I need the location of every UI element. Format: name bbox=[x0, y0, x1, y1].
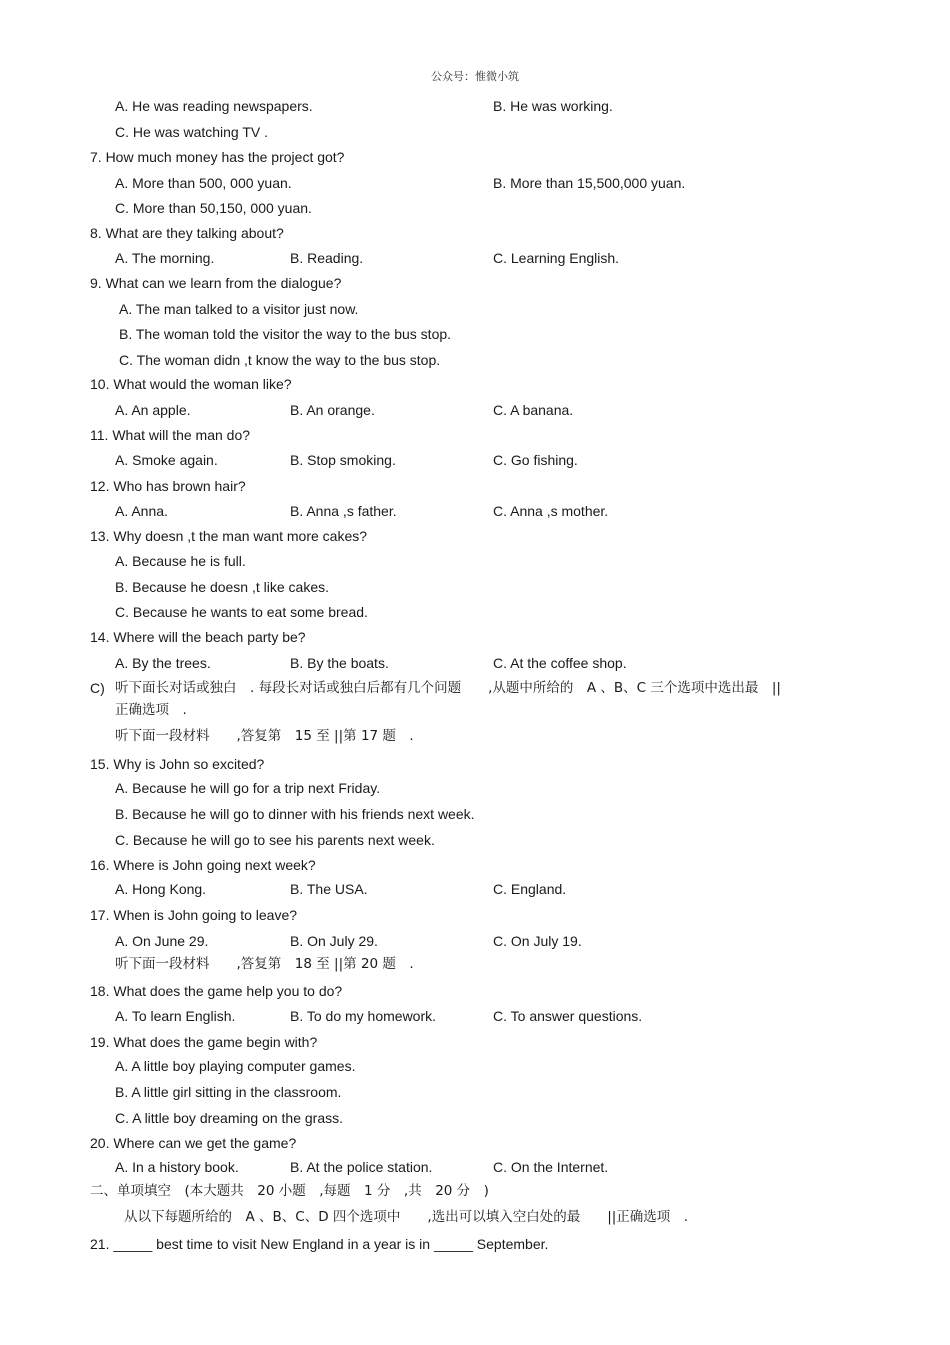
q9-option-c: C. The woman didn ,t know the way to the bus stop. bbox=[119, 352, 441, 368]
q10-option-a: A. An apple. bbox=[115, 402, 191, 418]
section-c-material-instruction-1: 听下面一段材料 ,答复第 15 至 ||第 17 题 . bbox=[115, 728, 414, 744]
q16-option-c: C. England. bbox=[493, 881, 567, 897]
q11-option-b: B. Stop smoking. bbox=[290, 452, 396, 468]
q17-option-c: C. On July 19. bbox=[493, 933, 582, 949]
q18-option-a: A. To learn English. bbox=[115, 1008, 236, 1024]
q15-option-c: C. Because he will go to see his parents next week. bbox=[115, 832, 435, 848]
q13-question: 13. Why doesn ,t the man want more cakes? bbox=[90, 528, 368, 544]
q13-option-b: B. Because he doesn ,t like cakes. bbox=[115, 579, 330, 595]
q14-question: 14. Where will the beach party be? bbox=[90, 629, 306, 645]
q18-option-c: C. To answer questions. bbox=[493, 1008, 643, 1024]
q6-option-a: A. He was reading newspapers. bbox=[115, 98, 313, 114]
q15-option-a: A. Because he will go for a trip next Friday. bbox=[115, 780, 381, 796]
q14-option-c: C. At the coffee shop. bbox=[493, 655, 627, 671]
q20-option-c: C. On the Internet. bbox=[493, 1159, 609, 1175]
q6-option-c: C. He was watching TV . bbox=[115, 124, 269, 140]
q12-question: 12. Who has brown hair? bbox=[90, 478, 246, 494]
q15-option-b: B. Because he will go to dinner with his friends next week. bbox=[115, 806, 475, 822]
q7-question: 7. How much money has the project got? bbox=[90, 149, 345, 165]
q11-option-c: C. Go fishing. bbox=[493, 452, 578, 468]
q17-option-a: A. On June 29. bbox=[115, 933, 209, 949]
q12-option-b: B. Anna ,s father. bbox=[290, 503, 397, 519]
q12-option-c: C. Anna ,s mother. bbox=[493, 503, 609, 519]
page-header: 公众号：惟微小筑 bbox=[431, 70, 519, 83]
q21-question: 21. _____ best time to visit New England in a year is in _____ September. bbox=[90, 1236, 549, 1252]
q12-option-a: A. Anna. bbox=[115, 503, 168, 519]
q18-option-b: B. To do my homework. bbox=[290, 1008, 437, 1024]
section-c-label: C) bbox=[90, 680, 105, 696]
q13-option-c: C. Because he wants to eat some bread. bbox=[115, 604, 368, 620]
section-c-instruction-line2: 正确选项 . bbox=[115, 702, 187, 718]
q8-question: 8. What are they talking about? bbox=[90, 225, 284, 241]
q14-option-b: B. By the boats. bbox=[290, 655, 389, 671]
q9-option-b: B. The woman told the visitor the way to the bus stop. bbox=[119, 326, 452, 342]
q19-option-c: C. A little boy dreaming on the grass. bbox=[115, 1110, 344, 1126]
q7-option-c: C. More than 50,150, 000 yuan. bbox=[115, 200, 312, 216]
q19-question: 19. What does the game begin with? bbox=[90, 1034, 318, 1050]
q10-question: 10. What would the woman like? bbox=[90, 376, 292, 392]
q8-option-b: B. Reading. bbox=[290, 250, 364, 266]
q20-option-a: A. In a history book. bbox=[115, 1159, 239, 1175]
q20-option-b: B. At the police station. bbox=[290, 1159, 433, 1175]
q19-option-b: B. A little girl sitting in the classroom. bbox=[115, 1084, 342, 1100]
q16-option-a: A. Hong Kong. bbox=[115, 881, 207, 897]
q7-option-b: B. More than 15,500,000 yuan. bbox=[493, 175, 686, 191]
q16-question: 16. Where is John going next week? bbox=[90, 857, 316, 873]
section-c-instruction-line1: 听下面长对话或独白 . 每段长对话或独白后都有几个问题 ,从题中所给的 A 、B、C 三个选项中选出最 || bbox=[115, 680, 781, 696]
q16-option-b: B. The USA. bbox=[290, 881, 368, 897]
section-2-instruction: 从以下每题所给的 A 、B、C、D 四个选项中 ,选出可以填入空白处的最 ||正确选项 . bbox=[124, 1209, 689, 1225]
section-c-material-instruction-2: 听下面一段材料 ,答复第 18 至 ||第 20 题 . bbox=[115, 956, 414, 972]
q14-option-a: A. By the trees. bbox=[115, 655, 211, 671]
q9-question: 9. What can we learn from the dialogue? bbox=[90, 275, 342, 291]
q20-question: 20. Where can we get the game? bbox=[90, 1135, 297, 1151]
q8-option-c: C. Learning English. bbox=[493, 250, 620, 266]
q17-option-b: B. On July 29. bbox=[290, 933, 378, 949]
section-2-title: 二、单项填空 (本大题共 20 小题 ,每题 1 分 ,共 20 分 ) bbox=[90, 1183, 489, 1199]
q7-option-a: A. More than 500, 000 yuan. bbox=[115, 175, 292, 191]
q15-question: 15. Why is John so excited? bbox=[90, 756, 265, 772]
q6-option-b: B. He was working. bbox=[493, 98, 613, 114]
q17-question: 17. When is John going to leave? bbox=[90, 907, 298, 923]
q10-option-c: C. A banana. bbox=[493, 402, 574, 418]
q11-question: 11. What will the man do? bbox=[90, 427, 251, 443]
q10-option-b: B. An orange. bbox=[290, 402, 375, 418]
q13-option-a: A. Because he is full. bbox=[115, 553, 246, 569]
q8-option-a: A. The morning. bbox=[115, 250, 215, 266]
q11-option-a: A. Smoke again. bbox=[115, 452, 218, 468]
q18-question: 18. What does the game help you to do? bbox=[90, 983, 343, 999]
q9-option-a: A. The man talked to a visitor just now. bbox=[119, 301, 359, 317]
q19-option-a: A. A little boy playing computer games. bbox=[115, 1058, 356, 1074]
